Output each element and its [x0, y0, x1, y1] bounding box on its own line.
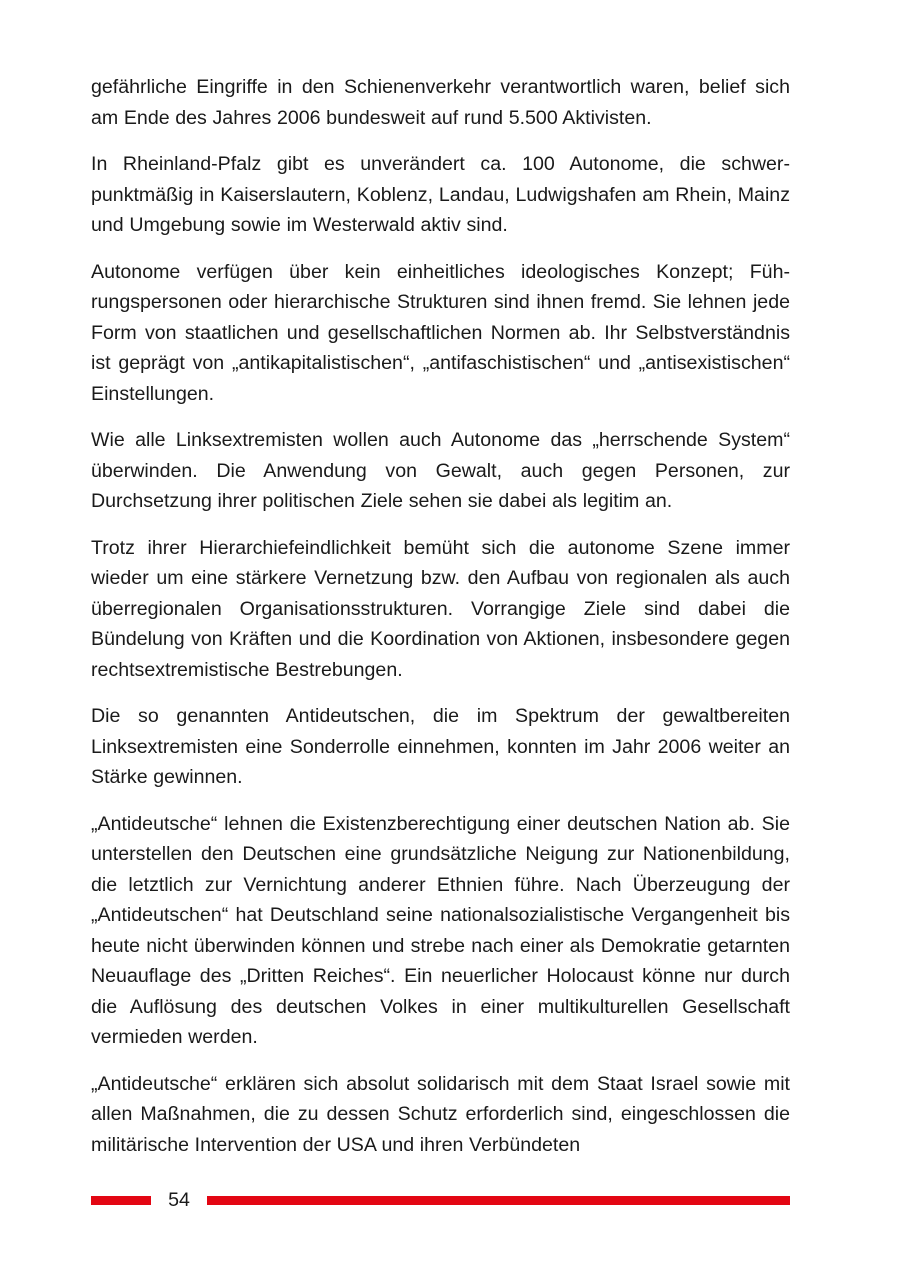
footer-rule-left: [91, 1196, 151, 1205]
page-footer: [91, 1183, 790, 1217]
paragraph: „Antideutsche“ lehnen die Existenzberechtigung einer deutschen Nation ab. Sie unterstellen den Deutschen eine grundsätzliche Neigung zur Nationenbildung, die letztlich zur Vernichtung anderer Ethnien führe. Nach Überzeugung der „Antideutschen“ hat Deutschland seine nationalsozialistische Vergangenheit bis heute nicht überwinden können und strebe nach einer als Demokratie getarnten Neuauflage des „Dritten Reiches“. Ein neuerlicher Holocaust könne nur durch die Auflösung des deutschen Volkes in einer multikulturellen Gesellschaft vermieden werden.: [91, 812, 790, 1048]
paragraph: gefährliche Eingriffe in den Schienenverkehr verantwortlich waren, belief sich am Ende des Jahres 2006 bundesweit auf rund 5.500 Aktivisten.: [91, 76, 790, 129]
paragraph: Autonome verfügen über kein einheitliches ideologisches Konzept; Führungspersonen oder hierarchische Strukturen sind ihnen fremd. Sie lehnen jede Form von staatlichen und gesellschaftlichen Normen ab. Ihr Selbstverständnis ist geprägt von „antikapitalistischen“, „antifaschistischen“ und „antisexistischen“ Einstellungen.: [91, 260, 790, 405]
paragraph: Wie alle Linksextremisten wollen auch Autonome das „herrschende System“ überwinden. Die Anwendung von Gewalt, auch gegen Personen, zur Durchsetzung ihrer politischen Ziele sehen sie dabei als legitim an.: [91, 429, 790, 512]
paragraph: In Rheinland-Pfalz gibt es unverändert ca. 100 Autonome, die schwerpunktmäßig in Kaiserslautern, Koblenz, Landau, Ludwigshafen am Rhein, Mainz und Umgebung sowie im Westerwald aktiv sind.: [91, 153, 790, 236]
page-number: 54: [168, 1189, 190, 1211]
paragraph: Die so genannten Antideutschen, die im Spektrum der gewaltbereiten Linksextremisten eine Sonderrolle einnehmen, konnten im Jahr 2006 weiter an Stärke gewinnen.: [91, 705, 790, 788]
paragraph: „Antideutsche“ erklären sich absolut solidarisch mit dem Staat Israel sowie mit allen Maßnahmen, die zu dessen Schutz erforderlich sind, eingeschlossen die militärische Intervention der USA und ihren Verbündeten: [91, 1072, 790, 1156]
paragraph: Trotz ihrer Hierarchiefeindlichkeit bemüht sich die autonome Szene immer wieder um eine stärkere Vernetzung bzw. den Aufbau von regionalen als auch überregionalen Organisationsstrukturen. Vorrangige Ziele sind dabei die Bündelung von Kräften und die Koordination von Aktionen, insbesondere gegen rechtsextremistische Bestrebungen.: [91, 536, 790, 681]
footer-rule-right: [207, 1196, 790, 1205]
page-body: [91, 72, 790, 1176]
